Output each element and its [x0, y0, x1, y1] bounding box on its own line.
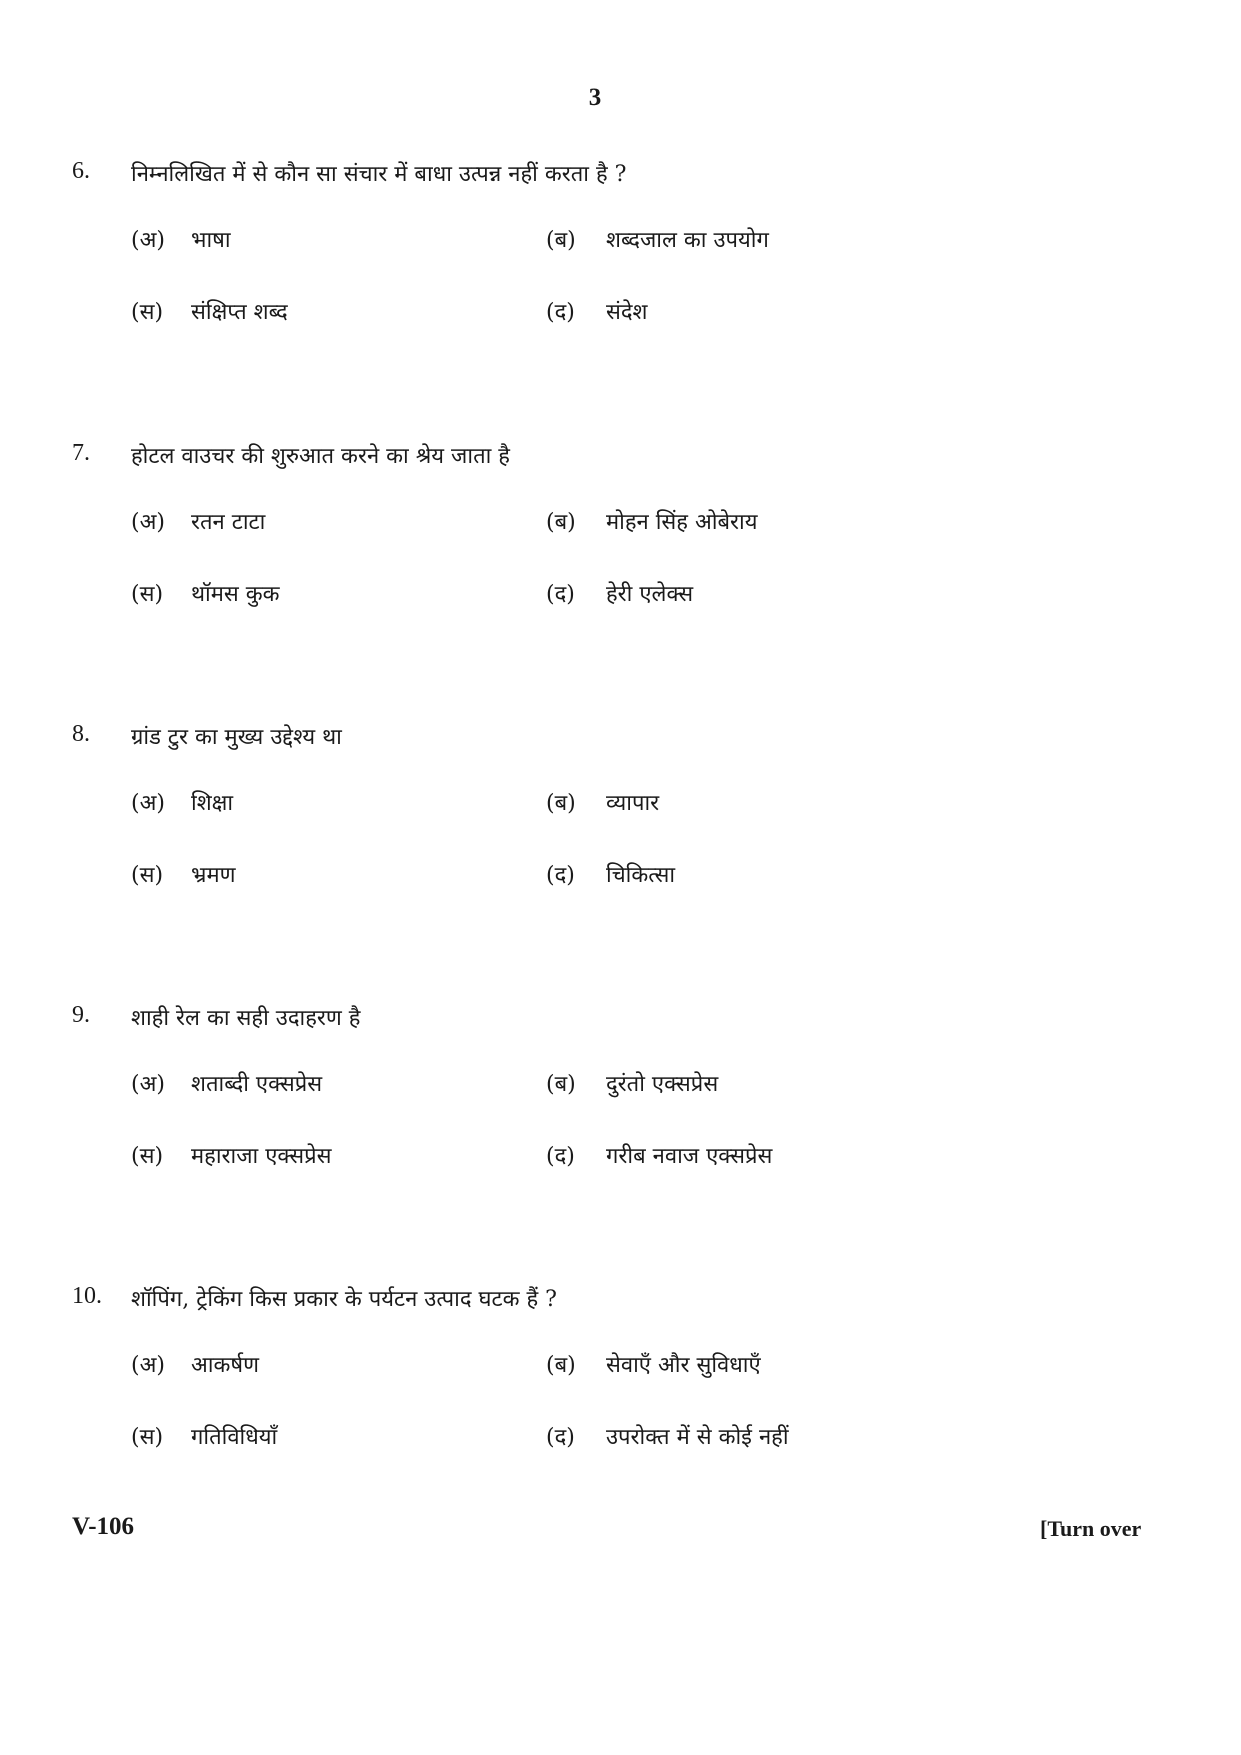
question-number: 7. — [72, 440, 90, 466]
option-marker: (द) — [546, 863, 575, 888]
option-text: सेवाएँ और सुविधाएँ — [606, 1353, 761, 1378]
option-text: रतन टाटा — [191, 510, 266, 535]
option-b — [546, 506, 758, 536]
option-d — [546, 578, 693, 608]
option-marker: (अ) — [131, 228, 165, 253]
option-b — [546, 1068, 718, 1098]
option-d — [546, 296, 648, 326]
option-marker: (अ) — [131, 1072, 165, 1097]
option-marker: (द) — [546, 1425, 575, 1450]
option-marker: (ब) — [546, 228, 576, 253]
option-marker: (द) — [546, 1144, 575, 1169]
option-text: शब्दजाल का उपयोग — [606, 228, 769, 253]
option-d — [546, 1140, 772, 1170]
option-text: व्यापार — [606, 791, 660, 816]
option-a — [131, 1349, 259, 1379]
option-text: महाराजा एक्सप्रेस — [191, 1144, 332, 1169]
option-marker: (ब) — [546, 1353, 576, 1378]
question-text: शॉपिंग, ट्रेकिंग किस प्रकार के पर्यटन उत्पाद घटक हैं ? — [131, 1287, 557, 1312]
question-text: ग्रांड टुर का मुख्य उद्देश्य था — [131, 725, 342, 750]
option-text: मोहन सिंह ओबेराय — [606, 510, 758, 535]
turn-over-note: [Turn over — [1040, 1516, 1142, 1541]
option-text: गतिविधियाँ — [191, 1425, 278, 1450]
option-a — [131, 1068, 322, 1098]
option-marker: (अ) — [131, 791, 165, 816]
option-text: आकर्षण — [191, 1353, 260, 1378]
option-text: उपरोक्त में से कोई नहीं — [606, 1425, 789, 1450]
option-marker: (ब) — [546, 791, 576, 816]
option-marker: (ब) — [546, 1072, 576, 1097]
option-text: दुरंतो एक्सप्रेस — [606, 1072, 719, 1097]
option-marker: (अ) — [131, 1353, 165, 1378]
option-a — [131, 224, 231, 254]
option-text: हेरी एलेक्स — [606, 582, 694, 607]
option-text: शिक्षा — [191, 791, 234, 816]
option-c — [131, 1421, 277, 1451]
option-b — [546, 787, 659, 817]
option-marker: (स) — [131, 1144, 164, 1169]
option-marker: (अ) — [131, 510, 165, 535]
option-c — [131, 1140, 332, 1170]
option-text: संक्षिप्त शब्द — [191, 300, 288, 325]
option-marker: (ब) — [546, 510, 576, 535]
option-marker: (स) — [131, 582, 164, 607]
option-b — [546, 224, 769, 254]
option-marker: (द) — [546, 582, 575, 607]
option-marker: (स) — [131, 300, 164, 325]
option-text: चिकित्सा — [606, 863, 676, 888]
option-text: भाषा — [191, 228, 231, 253]
question-text: शाही रेल का सही उदाहरण है — [131, 1006, 361, 1031]
paper-code: V-106 — [72, 1513, 135, 1540]
option-text: गरीब नवाज एक्सप्रेस — [606, 1144, 773, 1169]
page-number: 3 — [588, 84, 602, 111]
question-number: 10. — [72, 1283, 102, 1309]
option-d — [546, 859, 675, 889]
option-b — [546, 1349, 761, 1379]
option-marker: (स) — [131, 1425, 164, 1450]
question-text: होटल वाउचर की शुरुआत करने का श्रेय जाता है — [131, 444, 510, 469]
question-text: निम्नलिखित में से कौन सा संचार में बाधा उत्पन्न नहीं करता है ? — [131, 162, 627, 187]
option-c — [131, 578, 280, 608]
option-text: भ्रमण — [191, 863, 236, 888]
question-number: 9. — [72, 1002, 90, 1028]
question-number: 6. — [72, 158, 90, 184]
option-d — [546, 1421, 789, 1451]
option-marker: (द) — [546, 300, 575, 325]
option-a — [131, 787, 233, 817]
option-text: शताब्दी एक्सप्रेस — [191, 1072, 323, 1097]
option-a — [131, 506, 265, 536]
option-c — [131, 296, 288, 326]
option-marker: (स) — [131, 863, 164, 888]
question-number: 8. — [72, 721, 90, 747]
option-text: संदेश — [606, 300, 648, 325]
option-c — [131, 859, 236, 889]
option-text: थॉमस कुक — [191, 582, 280, 607]
